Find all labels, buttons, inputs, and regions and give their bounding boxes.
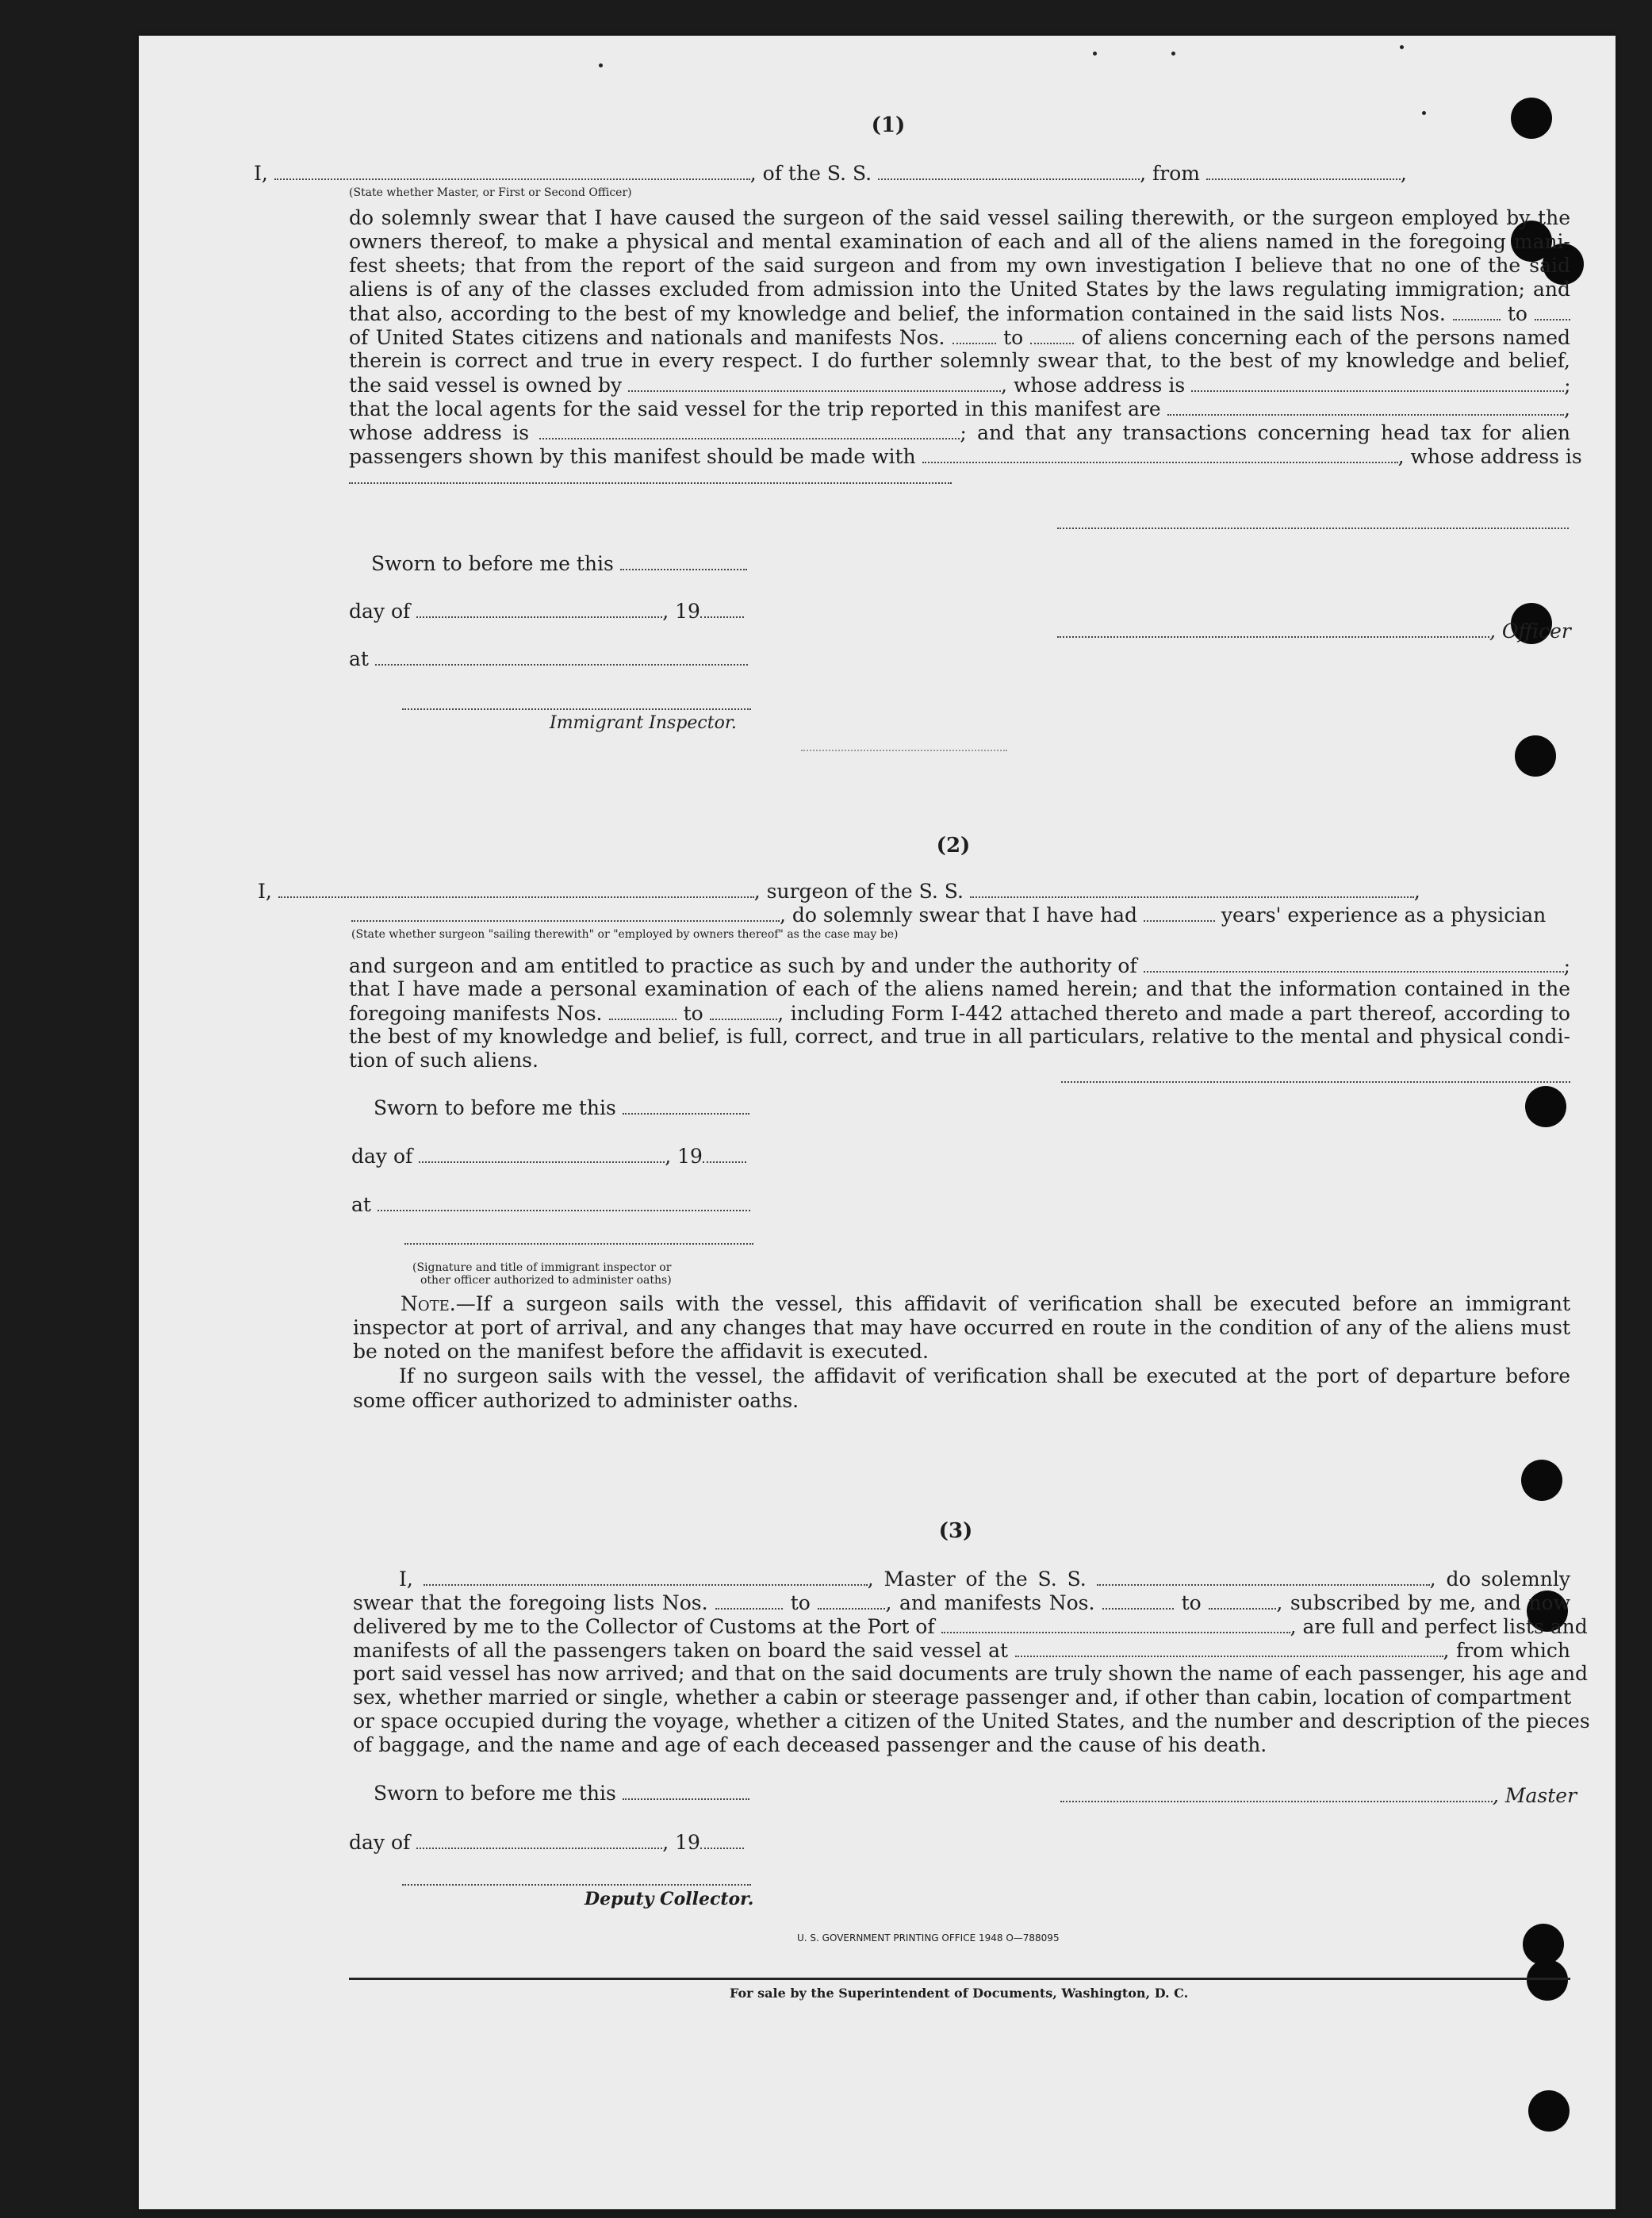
para-text: , and manifests Nos. xyxy=(885,1591,1095,1614)
manifests-from-field[interactable] xyxy=(1102,1591,1174,1610)
para-text: that also, according to the best of my knowledge and belief, the information contained in the said lists Nos. xyxy=(349,302,1446,325)
punch-hole xyxy=(1521,1460,1562,1501)
port-field[interactable] xyxy=(941,1614,1290,1633)
note-line: some officer authorized to administer oaths. xyxy=(353,1389,799,1412)
at-label: at xyxy=(351,1192,750,1217)
oath-line xyxy=(351,903,1546,927)
sworn-label: Sworn to before me this xyxy=(374,1096,749,1120)
oath-line: I, , surgeon of the S. S. , xyxy=(258,880,1420,903)
para-line: aliens is of any of the classes excluded from admission into the United States by the laws regulating immigration; and xyxy=(349,278,1570,301)
gpo-imprint: U. S. GOVERNMENT PRINTING OFFICE 1948 O—788095 xyxy=(797,1932,1060,1944)
authority-field[interactable] xyxy=(1144,954,1564,973)
punch-hole xyxy=(1527,1959,1568,2001)
day-of-label: day of , 19 xyxy=(349,599,744,624)
speck xyxy=(1093,52,1097,56)
para-line: owners thereof, to make a physical and mental examination of each and all of the aliens named in the foregoing mani- xyxy=(349,230,1570,253)
punch-hole xyxy=(1528,2090,1570,2132)
speck xyxy=(1171,52,1175,56)
para-text: , whose address is xyxy=(1397,445,1582,468)
manifests-to-field[interactable] xyxy=(1209,1591,1276,1610)
para-line xyxy=(349,444,1582,469)
sworn-label: Sworn to before me this xyxy=(374,1781,749,1805)
deputy-label: Deputy Collector. xyxy=(585,1889,754,1909)
signature-hint: (Signature and title of immigrant inspector or xyxy=(412,1261,672,1274)
para-line xyxy=(353,1591,1570,1615)
note-label: Note. xyxy=(401,1292,456,1315)
from-label: , from xyxy=(1140,162,1200,185)
years-field[interactable] xyxy=(1144,903,1215,922)
master-of-label: , Master of the S. S. xyxy=(867,1568,1087,1591)
at-place-field[interactable] xyxy=(375,647,748,666)
officer-label: , Officer xyxy=(1057,619,1571,643)
month-field[interactable] xyxy=(419,1144,665,1163)
para-text: ; and that any transactions concerning head tax for alien xyxy=(960,421,1570,444)
para-line xyxy=(349,1001,1570,1026)
signature-hint: other officer authorized to administer oaths) xyxy=(420,1274,672,1287)
para-line xyxy=(349,325,1570,350)
vessel-name-field[interactable] xyxy=(1097,1567,1430,1586)
para-text: , including Form I-442 attached thereto and made a part thereof, according to xyxy=(777,1002,1570,1025)
sale-notice: For sale by the Superintendent of Documents, Washington, D. C. xyxy=(730,1986,1189,2001)
agents-field[interactable] xyxy=(1167,397,1564,416)
note-line: be noted on the manifest before the affidavit is executed. xyxy=(353,1340,929,1363)
para-line xyxy=(349,420,1570,445)
para-line xyxy=(353,1614,1588,1639)
years-text: years' experience as a physician xyxy=(1221,904,1547,927)
punch-hole xyxy=(1515,735,1556,777)
master-hint: (State whether Master, or First or Second Officer) xyxy=(349,186,632,199)
para-text: of United States citizens and nationals and manifests Nos. xyxy=(349,326,945,349)
para-line xyxy=(349,301,1570,326)
para-line: and surgeon and am entitled to practice as such by and under the authority of ; xyxy=(349,954,1571,977)
swear-text: , do solemnly swear that I have had xyxy=(780,904,1138,927)
para-line: sex, whether married or single, whether a cabin or steerage passenger and, if other than cabin, location of compartment xyxy=(353,1686,1572,1709)
para-text: and surgeon and am entitled to practice as such by and under the authority of xyxy=(349,954,1137,977)
surgeon-hint: (State whether surgeon "sailing therewith" or "employed by owners thereof" as the case may be) xyxy=(351,928,899,941)
owner-field[interactable] xyxy=(628,373,1001,392)
section-heading: (3) xyxy=(938,1519,973,1543)
inspector-signature-field[interactable] xyxy=(402,708,751,710)
intro-i: I, xyxy=(254,162,268,185)
para-text: , are full and perfect lists and xyxy=(1290,1615,1588,1638)
manifests-to-field[interactable] xyxy=(1030,325,1074,344)
surgeon-status-field[interactable] xyxy=(351,903,780,922)
para-line: tion of such aliens. xyxy=(349,1049,539,1072)
para-text: of aliens concerning each of the persons named xyxy=(1081,326,1570,349)
head-tax-address-field[interactable] xyxy=(349,482,952,484)
note-line xyxy=(353,1292,1570,1316)
lists-from-field[interactable] xyxy=(715,1591,783,1610)
head-tax-field[interactable] xyxy=(922,444,1398,463)
manifests-from-field[interactable] xyxy=(952,325,996,344)
signature-field[interactable] xyxy=(1057,528,1569,529)
lists-from-field[interactable] xyxy=(1453,301,1501,320)
section-heading: (2) xyxy=(936,834,971,858)
month-field[interactable] xyxy=(416,1830,662,1849)
at-place-field[interactable] xyxy=(378,1192,750,1211)
vessel-name-field[interactable] xyxy=(970,879,1414,898)
note-line: If no surgeon sails with the vessel, the affidavit of verification shall be executed at the port of departure before xyxy=(399,1364,1570,1387)
port-boarded-field[interactable] xyxy=(1015,1638,1443,1657)
para-line: that I have made a personal examination of each of the aliens named herein; and that the information contained in the xyxy=(349,977,1570,1000)
surgeon-of-label: , surgeon of the S. S. xyxy=(753,880,964,903)
para-text: that the local agents for the said vessel for the trip reported in this manifest are xyxy=(349,397,1161,420)
to-label: to xyxy=(683,1002,703,1025)
oath-line: I, , of the S. S. , from , xyxy=(254,162,1407,185)
para-line: or space occupied during the voyage, whether a citizen of the United States, and the number and description of the pieces xyxy=(353,1710,1590,1733)
para-text: whose address is xyxy=(349,421,530,444)
para-line: do solemnly swear that I have caused the surgeon of the said vessel sailing therewith, or the surgeon employed by the xyxy=(349,206,1570,229)
year-field[interactable] xyxy=(703,1144,746,1163)
intro-i: I, xyxy=(399,1568,413,1591)
para-line: the said vessel is owned by , whose address is ; xyxy=(349,374,1571,397)
para-line xyxy=(353,1638,1570,1663)
para-text: delivered by me to the Collector of Customs at the Port of xyxy=(353,1615,935,1638)
day-of-label: day of , 19 xyxy=(349,1830,744,1855)
master-name-field[interactable] xyxy=(274,161,750,180)
to-label: to xyxy=(1507,302,1527,325)
para-line: the best of my knowledge and belief, is full, correct, and true in all particulars, relative to the mental and physical condi- xyxy=(349,1025,1570,1048)
speck xyxy=(599,63,603,67)
manifests-to-field[interactable] xyxy=(710,1001,777,1020)
sworn-date-field[interactable] xyxy=(623,1781,749,1800)
signature-field[interactable] xyxy=(1061,1081,1570,1083)
para-text: manifests of all the passengers taken on board the said vessel at xyxy=(353,1639,1009,1662)
para-text: the said vessel is owned by xyxy=(349,374,623,397)
of-ss-label: , of the S. S. xyxy=(749,162,872,185)
para-line: fest sheets; that from the report of the said surgeon and from my own investigation I believe that no one of the said xyxy=(349,254,1570,277)
to-label: to xyxy=(1181,1591,1202,1614)
para-text: , from which xyxy=(1443,1639,1570,1662)
manifest-affidavit-page xyxy=(139,36,1616,2209)
para-line: of baggage, and the name and age of each deceased passenger and the cause of his death. xyxy=(353,1733,1267,1756)
month-field[interactable] xyxy=(416,599,662,618)
vessel-name-field[interactable] xyxy=(878,161,1140,180)
master-name-field[interactable] xyxy=(424,1567,868,1586)
speck xyxy=(1400,45,1404,49)
sworn-label: Sworn to before me this xyxy=(371,551,747,576)
intro-i: I, xyxy=(258,880,272,903)
master-signature-field[interactable] xyxy=(1060,1783,1493,1802)
inspector-signature-field[interactable] xyxy=(404,1243,753,1245)
para-text: , whose address is xyxy=(1001,374,1186,397)
year-field[interactable] xyxy=(700,1830,744,1849)
deputy-signature-field[interactable] xyxy=(402,1884,751,1886)
para-text: passengers shown by this manifest should be made with xyxy=(349,445,916,468)
lists-to-field[interactable] xyxy=(1535,301,1570,320)
from-port-field[interactable] xyxy=(1206,161,1401,180)
lists-to-field[interactable] xyxy=(818,1591,885,1610)
punch-hole xyxy=(1523,1924,1564,1965)
oath-line xyxy=(353,1567,1570,1591)
para-text: foregoing manifests Nos. xyxy=(349,1002,603,1025)
sworn-date-field[interactable] xyxy=(623,1096,749,1115)
note-line: inspector at port of arrival, and any changes that may have occurred en route in the condition of any of the aliens must xyxy=(353,1316,1570,1339)
at-label: at xyxy=(349,647,748,671)
para-text: , subscribed by me, and now xyxy=(1276,1591,1570,1614)
speck xyxy=(1422,111,1426,115)
para-line: that the local agents for the said vessel for the trip reported in this manifest are , xyxy=(349,397,1570,420)
section-heading: (1) xyxy=(871,113,906,137)
para-text: swear that the foregoing lists Nos. xyxy=(353,1591,708,1614)
owner-address-field[interactable] xyxy=(1191,373,1564,392)
year-field[interactable] xyxy=(700,599,744,618)
punch-hole xyxy=(1511,98,1552,139)
para-line: therein is correct and true in every respect. I do further solemnly swear that, to the best of my knowledge and belief, xyxy=(349,349,1570,372)
sworn-date-field[interactable] xyxy=(620,551,747,570)
para-line: port said vessel has now arrived; and that on the said documents are truly shown the name of each passenger, his age and xyxy=(353,1662,1589,1685)
surgeon-name-field[interactable] xyxy=(278,879,754,898)
para-text: , do solemnly xyxy=(1429,1568,1570,1591)
agents-address-field[interactable] xyxy=(539,420,960,439)
inspector-label: Immigrant Inspector. xyxy=(550,713,737,733)
punch-hole xyxy=(1525,1086,1566,1127)
master-label: , Master xyxy=(1060,1783,1577,1808)
manifests-from-field[interactable] xyxy=(609,1001,677,1020)
footer-rule xyxy=(349,1978,1570,1980)
to-label: to xyxy=(790,1591,811,1614)
to-label: to xyxy=(1003,326,1024,349)
officer-field[interactable] xyxy=(1057,619,1489,638)
note-text: —If a surgeon sails with the vessel, this affidavit of verification shall be executed before an immigrant xyxy=(455,1292,1570,1315)
day-of-label: day of , 19 xyxy=(351,1144,746,1168)
section-divider xyxy=(801,750,1007,751)
